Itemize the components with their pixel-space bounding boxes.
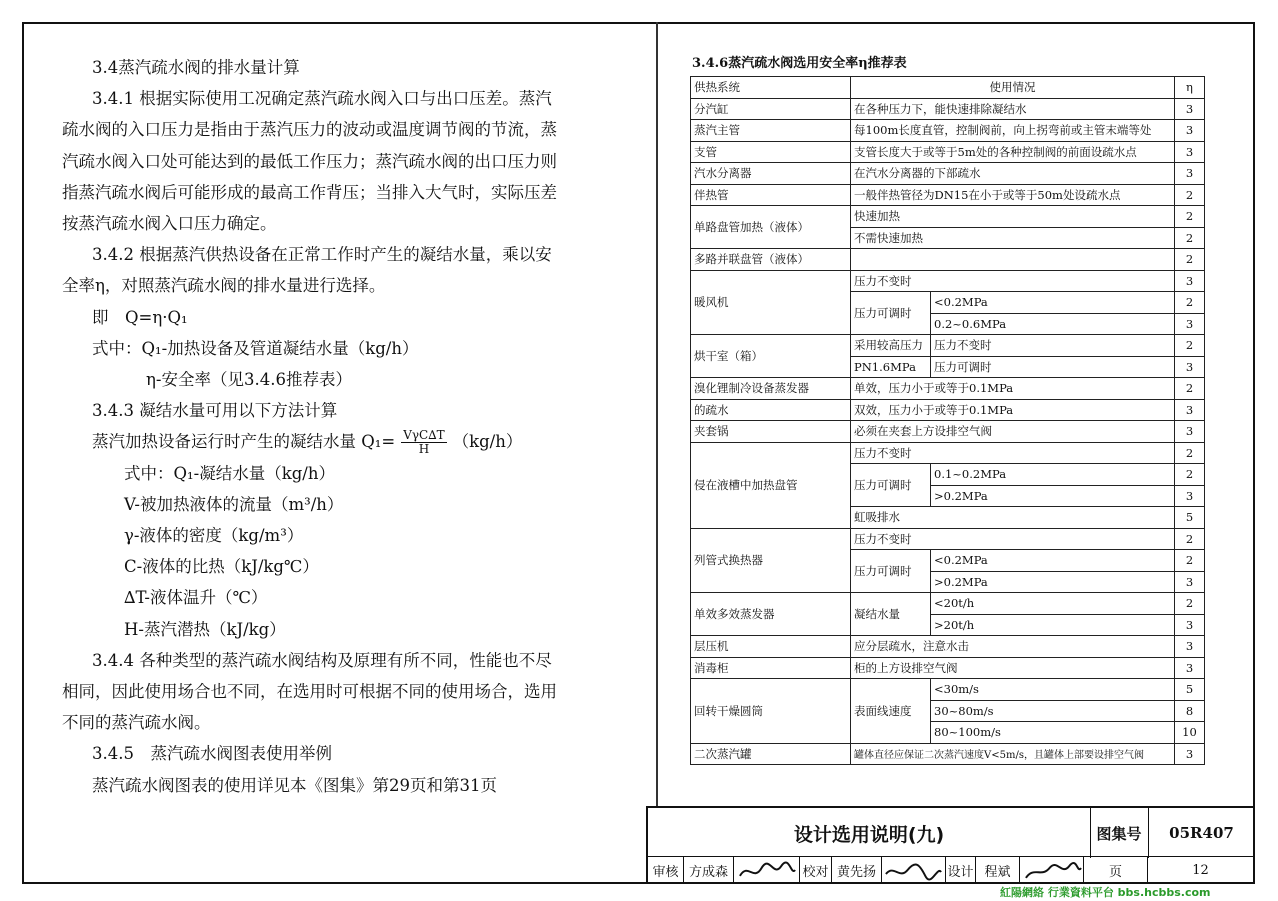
cell-eta: 3 — [1175, 571, 1205, 593]
cell-condition: 每100m长度直管，控制阀前，向上拐弯前或主管末端等处 — [851, 120, 1175, 142]
review-label: 审核 — [648, 857, 684, 884]
cell-system: 单效多效蒸发器 — [691, 593, 851, 636]
cell-eta: 2 — [1175, 442, 1205, 464]
cell-eta: 2 — [1175, 464, 1205, 486]
var-line: 式中：Q₁-凝结水量（kg/h） — [124, 463, 335, 483]
cell-eta: 2 — [1175, 378, 1205, 400]
header-condition: 使用情况 — [851, 77, 1175, 99]
cell-condition: PN1.6MPa — [851, 356, 931, 378]
cell-eta: 3 — [1175, 743, 1205, 765]
cell-eta: 2 — [1175, 292, 1205, 314]
cell-eta: 2 — [1175, 335, 1205, 357]
table-row — [691, 206, 1205, 228]
cell-eta: 8 — [1175, 700, 1205, 722]
cell-system: 蒸汽主管 — [691, 120, 851, 142]
cell-subcondition: <0.2MPa — [931, 550, 1175, 572]
para-3-4-1-line: 疏水阀的入口压力是指由于蒸汽压力的波动或温度调节阀的节流，蒸 — [62, 120, 557, 140]
table-row — [691, 743, 1205, 765]
cell-system: 多路并联盘管（液体） — [691, 249, 851, 271]
cell-eta: 2 — [1175, 550, 1205, 572]
cell-system: 二次蒸汽罐 — [691, 743, 851, 765]
fraction-denominator: H — [418, 441, 430, 456]
cell-condition: 虹吸排水 — [851, 507, 1175, 529]
cell-condition: 应分层疏水，注意水击 — [851, 636, 1175, 658]
cell-system: 暖风机 — [691, 270, 851, 335]
cell-subcondition: 0.2~0.6MPa — [931, 313, 1175, 335]
cell-eta: 2 — [1175, 184, 1205, 206]
var-line: C-液体的比热（kJ/kg℃） — [124, 557, 319, 577]
var-line: V-被加热液体的流量（m³/h） — [124, 494, 344, 514]
cell-subcondition: <30m/s — [931, 679, 1175, 701]
design-signature — [1020, 857, 1084, 884]
cell-system: 单路盘管加热（液体） — [691, 206, 851, 249]
cell-system: 烘干室（箱） — [691, 335, 851, 378]
cell-eta: 5 — [1175, 679, 1205, 701]
table-title: 3.4.6蒸汽疏水阀选用安全率η推荐表 — [692, 56, 907, 71]
cell-eta: 3 — [1175, 313, 1205, 335]
formula-prefix: 蒸汽加热设备运行时产生的凝结水量 Q₁= — [92, 432, 396, 452]
safety-factor-table — [690, 76, 1205, 765]
cell-subcondition: 80~100m/s — [931, 722, 1175, 744]
cell-system: 伴热管 — [691, 184, 851, 206]
cell-eta: 3 — [1175, 636, 1205, 658]
review-signature — [734, 857, 800, 884]
cell-condition: 在汽水分离器的下部疏水 — [851, 163, 1175, 185]
cell-eta: 2 — [1175, 227, 1205, 249]
cell-condition: 柜的上方设排空气阀 — [851, 657, 1175, 679]
cell-system: 侵在液槽中加热盘管 — [691, 442, 851, 528]
para-3-4-1-line: 指蒸汽疏水阀后可能形成的最高工作背压；当排入大气时，实际压差 — [62, 182, 557, 202]
cell-condition: 支管长度大于或等于5m处的各种控制阀的前面设疏水点 — [851, 141, 1175, 163]
cell-condition: 压力不变时 — [851, 442, 1175, 464]
section-heading: 3.4蒸汽疏水阀的排水量计算 — [92, 58, 300, 77]
cell-eta: 3 — [1175, 356, 1205, 378]
cell-subcondition: 30~80m/s — [931, 700, 1175, 722]
cell-system: 的疏水 — [691, 399, 851, 421]
cell-condition: 压力可调时 — [851, 292, 931, 335]
cell-condition: 一般伴热管径为DN15在小于或等于50m处设疏水点 — [851, 184, 1175, 206]
formula-q: 即 Q=η·Q₁ — [92, 307, 188, 327]
title-block — [646, 806, 1255, 884]
table-row — [691, 657, 1205, 679]
table-row — [691, 636, 1205, 658]
cell-eta: 3 — [1175, 141, 1205, 163]
table-row — [691, 679, 1205, 701]
var-line: H-蒸汽潜热（kJ/kg） — [124, 619, 286, 639]
cell-eta: 2 — [1175, 206, 1205, 228]
signature-image — [882, 858, 945, 884]
cell-condition: 必须在夹套上方设排空气阀 — [851, 421, 1175, 443]
where-q1: 式中：Q₁-加热设备及管道凝结水量（kg/h） — [92, 338, 419, 358]
cell-condition: 压力可调时 — [851, 550, 931, 593]
para-3-4-2-line: 3.4.2 根据蒸汽供热设备在正常工作时产生的凝结水量，乘以安 — [92, 245, 552, 265]
cell-condition: 采用较高压力 — [851, 335, 931, 357]
cell-system: 溴化锂制冷设备蒸发器 — [691, 378, 851, 400]
para-3-4-5-body: 蒸汽疏水阀图表的使用详见本《图集》第29页和第31页 — [92, 775, 497, 795]
left-column — [62, 52, 622, 801]
cell-condition: 压力不变时 — [851, 528, 1175, 550]
signature-image — [1020, 858, 1083, 884]
atlas-number-label: 图集号 — [1090, 808, 1149, 858]
table-row — [691, 249, 1205, 271]
table-row — [691, 335, 1205, 357]
table-header-row — [691, 77, 1205, 99]
cell-eta: 5 — [1175, 507, 1205, 529]
review-name: 方成森 — [684, 857, 734, 884]
check-name: 黄先扬 — [832, 857, 882, 884]
cell-condition: 罐体直径应保证二次蒸汽速度V<5m/s，且罐体上部要设排空气阀 — [851, 743, 1175, 765]
para-3-4-1-line: 按蒸汽疏水阀入口压力确定。 — [62, 214, 277, 234]
cell-eta: 3 — [1175, 163, 1205, 185]
cell-subcondition: 0.1~0.2MPa — [931, 464, 1175, 486]
para-3-4-4-line: 相同，因此使用场合也不同，在选用时可根据不同的使用场合，选用 — [62, 682, 557, 702]
table-row — [691, 528, 1205, 550]
para-3-4-5: 3.4.5 蒸汽疏水阀图表使用举例 — [92, 744, 332, 764]
para-3-4-1-line: 汽疏水阀入口处可能达到的最低工作压力；蒸汽疏水阀的出口压力则 — [62, 151, 557, 171]
para-3-4-1-line: 3.4.1 根据实际使用工况确定蒸汽疏水阀入口与出口压差。蒸汽 — [92, 89, 552, 109]
where-eta: η-安全率（见3.4.6推荐表） — [146, 370, 352, 390]
watermark-text: 紅陽網絡 行業資料平台 bbs.hcbbs.com — [1000, 886, 1211, 899]
table-row — [691, 421, 1205, 443]
fraction-numerator: VγC∆T — [403, 427, 445, 442]
cell-system: 列管式换热器 — [691, 528, 851, 593]
cell-eta: 2 — [1175, 593, 1205, 615]
column-divider — [656, 22, 658, 806]
cell-eta: 3 — [1175, 657, 1205, 679]
var-line: ∆T-液体温升（℃） — [124, 588, 268, 608]
formula-fraction — [401, 429, 446, 456]
cell-subcondition: 压力不变时 — [931, 335, 1175, 357]
cell-system: 回转干燥圆筒 — [691, 679, 851, 744]
cell-eta: 3 — [1175, 614, 1205, 636]
header-system: 供热系统 — [691, 77, 851, 99]
formula-suffix: （kg/h） — [452, 432, 523, 452]
cell-eta: 3 — [1175, 485, 1205, 507]
table-row — [691, 98, 1205, 120]
title-block-signatures — [646, 856, 1255, 884]
signature-image — [734, 858, 799, 884]
cell-subcondition: <20t/h — [931, 593, 1175, 615]
cell-eta: 3 — [1175, 399, 1205, 421]
cell-eta: 3 — [1175, 421, 1205, 443]
check-signature — [882, 857, 946, 884]
cell-eta: 3 — [1175, 98, 1205, 120]
table-row — [691, 184, 1205, 206]
cell-condition: 压力不变时 — [851, 270, 1175, 292]
cell-eta: 2 — [1175, 249, 1205, 271]
cell-condition: 在各种压力下，能快速排除凝结水 — [851, 98, 1175, 120]
table-row — [691, 593, 1205, 615]
cell-system: 分汽缸 — [691, 98, 851, 120]
cell-condition: 双效，压力小于或等于0.1MPa — [851, 399, 1175, 421]
para-3-4-4-line: 不同的蒸汽疏水阀。 — [62, 713, 211, 733]
table-row — [691, 442, 1205, 464]
para-3-4-2-line: 全率η，对照蒸汽疏水阀的排水量进行选择。 — [62, 276, 386, 296]
drawing-title: 设计选用说明(九) — [648, 808, 1091, 858]
cell-condition: 不需快速加热 — [851, 227, 1175, 249]
cell-condition: 单效，压力小于或等于0.1MPa — [851, 378, 1175, 400]
cell-condition — [851, 249, 1175, 271]
cell-eta: 10 — [1175, 722, 1205, 744]
formula-condensate — [62, 426, 622, 457]
cell-subcondition: 压力可调时 — [931, 356, 1175, 378]
cell-system: 支管 — [691, 141, 851, 163]
cell-eta: 3 — [1175, 270, 1205, 292]
title-block-top — [646, 806, 1255, 856]
cell-eta: 2 — [1175, 528, 1205, 550]
cell-condition: 凝结水量 — [851, 593, 931, 636]
cell-system: 层压机 — [691, 636, 851, 658]
cell-subcondition: >20t/h — [931, 614, 1175, 636]
table-row — [691, 120, 1205, 142]
cell-system: 汽水分离器 — [691, 163, 851, 185]
para-3-4-3: 3.4.3 凝结水量可用以下方法计算 — [92, 401, 338, 421]
para-3-4-4-line: 3.4.4 各种类型的蒸汽疏水阀结构及原理有所不同，性能也不尽 — [92, 650, 552, 670]
check-label: 校对 — [800, 857, 832, 884]
cell-system: 夹套锅 — [691, 421, 851, 443]
table-row — [691, 378, 1205, 400]
atlas-number: 05R407 — [1169, 824, 1234, 842]
cell-condition: 压力可调时 — [851, 464, 931, 507]
design-label: 设计 — [946, 857, 976, 884]
page-label: 页 — [1084, 857, 1148, 884]
cell-subcondition: >0.2MPa — [931, 571, 1175, 593]
cell-condition: 快速加热 — [851, 206, 1175, 228]
table-row — [691, 141, 1205, 163]
page-number: 12 — [1192, 863, 1209, 878]
cell-subcondition: >0.2MPa — [931, 485, 1175, 507]
cell-condition: 表面线速度 — [851, 679, 931, 744]
header-eta: η — [1175, 77, 1205, 99]
design-name: 程斌 — [976, 857, 1020, 884]
table-row — [691, 270, 1205, 292]
cell-subcondition: <0.2MPa — [931, 292, 1175, 314]
table-row — [691, 163, 1205, 185]
cell-system: 消毒柜 — [691, 657, 851, 679]
table-row — [691, 399, 1205, 421]
cell-eta: 3 — [1175, 120, 1205, 142]
var-line: γ-液体的密度（kg/m³） — [124, 526, 304, 546]
